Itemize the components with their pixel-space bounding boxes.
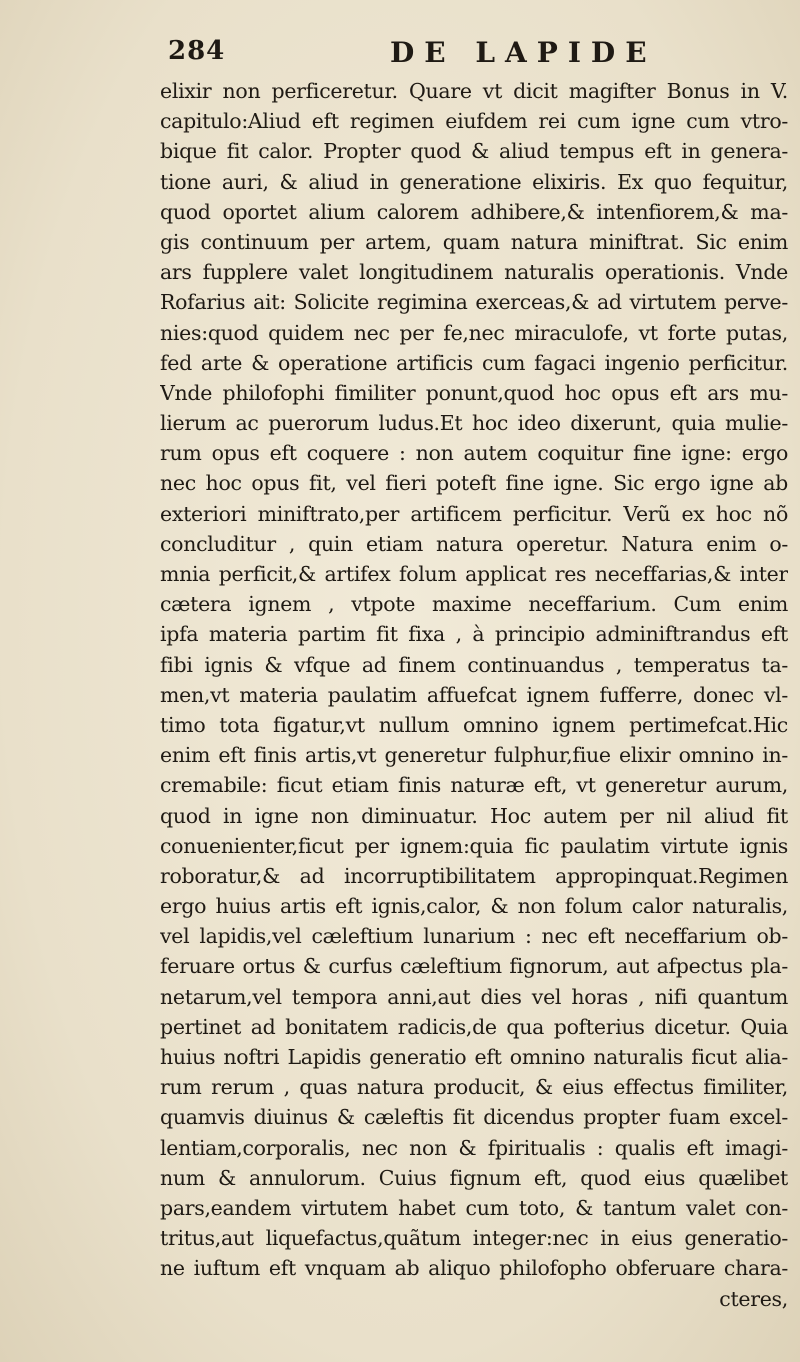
text-line: quamvis diuinus & cæleftis fit dicendus propter fuam excel-: [160, 1105, 788, 1130]
text-line: rum opus eft coquere : non autem coquitur fine igne: ergo: [160, 441, 788, 466]
text-line: fibi ignis & vfque ad finem continuandus , temperatus ta-: [160, 652, 788, 677]
text-line: lierum ac puerorum ludus.Et hoc ideo dixerunt, quia mulie-: [160, 411, 788, 436]
text-line: roboratur,& ad incorruptibilitatem appropinquat.Regimen: [160, 863, 788, 888]
page-header: [168, 36, 728, 76]
running-head: DE LAPIDE: [390, 36, 657, 69]
text-line: Vnde philofophi fimiliter ponunt,quod hoc opus eft ars mu-: [160, 380, 788, 405]
text-line: timo tota figatur,vt nullum omnino ignem pertimefcat.Hic: [160, 712, 788, 737]
text-line: bique fit calor. Propter quod & aliud tempus eft in genera-: [160, 139, 788, 164]
text-line: elixir non perficeretur. Quare vt dicit magifter Bonus in V.: [160, 79, 788, 103]
text-line: pars,eandem virtutem habet cum toto, & tantum valet con-: [160, 1195, 788, 1220]
text-line: ne iuftum eft vnquam ab aliquo philofopho obferuare chara-: [160, 1256, 788, 1281]
text-line: lentiam,corporalis, nec non & fpiritualis : qualis eft imagi-: [160, 1135, 788, 1160]
text-line: nec hoc opus fit, vel fieri poteft fine igne. Sic ergo igne ab: [160, 471, 788, 496]
text-line: cætera ignem , vtpote maxime neceffarium. Cum enim: [160, 592, 788, 617]
text-line: pertinet ad bonitatem radicis,de qua pofterius dicetur. Quia: [160, 1014, 788, 1039]
text-line: tione auri, & aliud in generatione elixiris. Ex quo fequitur,: [160, 169, 788, 194]
text-line: vel lapidis,vel cæleftium lunarium : nec eft neceffarium ob-: [160, 924, 788, 949]
text-line: fed arte & operatione artificis cum fagaci ingenio perficitur.: [160, 350, 788, 375]
page-number: 284: [168, 36, 226, 66]
text-line: quod oportet alium calorem adhibere,& intenfiorem,& ma-: [160, 199, 788, 224]
text-line: mnia perficit,& artifex folum applicat res neceffarias,& inter: [160, 562, 788, 586]
text-line: men,vt materia paulatim affuefcat ignem fufferre, donec vl-: [160, 682, 788, 707]
text-line: num & annulorum. Cuius fignum eft, quod eius quælibet: [160, 1165, 788, 1190]
text-line: concluditur , quin etiam natura operetur. Natura enim o-: [160, 531, 788, 556]
text-line: quod in igne non diminuatur. Hoc autem per nil aliud fit: [160, 803, 788, 828]
text-line: conuenienter,ficut per ignem:quia fic paulatim virtute ignis: [160, 833, 788, 858]
text-line: ergo huius artis eft ignis,calor, & non folum calor naturalis,: [160, 894, 788, 919]
body-text: [160, 76, 788, 1314]
text-line: cremabile: ficut etiam finis naturæ eft, vt generetur aurum,: [160, 773, 788, 798]
text-line: gis continuum per artem, quam natura miniftrat. Sic enim: [160, 229, 788, 254]
text-line: enim eft finis artis,vt generetur fulphur,fiue elixir omnino in-: [160, 743, 788, 768]
text-line: rum rerum , quas natura producit, & eius effectus fimiliter,: [160, 1075, 788, 1100]
text-line: netarum,vel tempora anni,aut dies vel horas , nifi quantum: [160, 984, 788, 1009]
text-line: tritus,aut liquefactus,quãtum integer:nec in eius generatio-: [160, 1226, 788, 1251]
text-line: cteres,: [719, 1286, 788, 1311]
text-line: huius noftri Lapidis generatio eft omnino naturalis ficut alia-: [160, 1045, 788, 1069]
text-line: feruare ortus & curfus cæleftium fignorum, aut afpectus pla-: [160, 954, 788, 979]
text-line: exteriori miniftrato,per artificem perficitur. Verũ ex hoc nõ: [160, 501, 788, 526]
text-line: capitulo:Aliud eft regimen eiufdem rei cum igne cum vtro-: [160, 109, 788, 134]
text-line: Rofarius ait: Solicite regimina exerceas,& ad virtutem perve-: [160, 290, 788, 315]
text-line: ipfa materia partim fit fixa , à principio adminiftrandus eft: [160, 622, 788, 647]
text-line: nies:quod quidem nec per fe,nec miraculofe, vt forte putas,: [160, 320, 788, 345]
text-line: ars fupplere valet longitudinem naturalis operationis. Vnde: [160, 260, 788, 285]
